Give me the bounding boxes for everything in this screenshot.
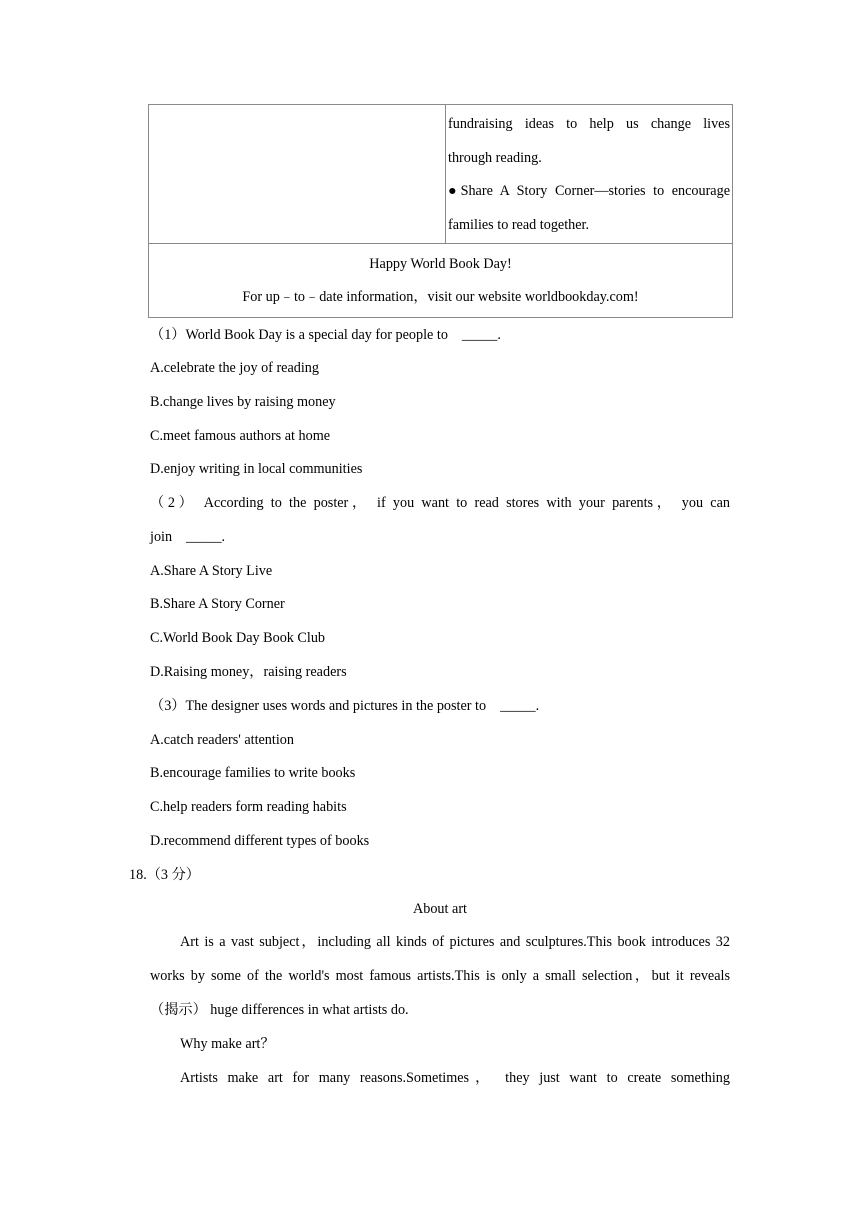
question-2-stem-line2 — [150, 527, 225, 547]
passage-title: About art — [413, 901, 467, 917]
passage-paragraph-1-line-1: Art is a vast subject，including all kinds of pictures and sculptures.This book introduces 32 — [180, 934, 730, 950]
passage-paragraph-2-line-1: Artists make art for many reasons.Sometimes， they just want to create something — [180, 1070, 730, 1086]
question-3-option-b: B.encourage families to write books — [150, 765, 356, 781]
poster-footer-info: For up﹣to﹣date information，visit our website worldbookday.com! — [242, 289, 639, 306]
question-3-option-a: A.catch readers' attention — [150, 732, 294, 748]
question-3-stem — [150, 696, 539, 716]
question-1-option-c: C.meet famous authors at home — [150, 428, 331, 444]
question-1-text: （1）World Book Day is a special day for people to — [150, 327, 448, 343]
question-18-number: 18.（3 分） — [129, 867, 200, 883]
question-2-option-b: B.Share A Story Corner — [150, 596, 285, 612]
passage-subheading: Why make art？ — [180, 1036, 275, 1052]
poster-footer-greeting: Happy World Book Day! — [369, 255, 512, 272]
poster-text-line: through reading. — [448, 149, 542, 166]
poster-text-line: ●Share A Story Corner—stories to encourage — [448, 183, 730, 200]
question-2-option-a: A.Share A Story Live — [150, 563, 273, 579]
question-1-option-b: B.change lives by raising money — [150, 394, 336, 410]
poster-right-cell — [446, 105, 733, 244]
poster-footer-cell — [149, 243, 733, 317]
question-3-option-c: C.help readers form reading habits — [150, 799, 347, 815]
passage-paragraph-1-line-2: works by some of the world's most famous artists.This is only a small selection，but it reveals — [150, 968, 730, 984]
poster-table — [148, 104, 733, 318]
question-1-option-a: A.celebrate the joy of reading — [150, 360, 319, 376]
question-3-option-d: D.recommend different types of books — [150, 833, 370, 849]
answer-blank: _____. — [461, 327, 501, 343]
question-2-text: join — [150, 529, 173, 545]
poster-text-line: families to read together. — [448, 217, 590, 234]
question-3-text: （3）The designer uses words and pictures in the poster to — [150, 698, 487, 714]
question-2-option-d: D.Raising money，raising readers — [150, 664, 347, 680]
poster-left-cell — [149, 105, 446, 244]
answer-blank: _____. — [500, 698, 540, 714]
question-1-option-d: D.enjoy writing in local communities — [150, 461, 363, 477]
passage-paragraph-1-line-3: （揭示） huge differences in what artists do. — [150, 1002, 409, 1018]
answer-blank: _____. — [186, 529, 226, 545]
question-1-stem — [150, 325, 501, 345]
poster-text-line: fundraising ideas to help us change lives — [448, 116, 730, 132]
question-2-option-c: C.World Book Day Book Club — [150, 630, 326, 646]
question-2-stem-line1: （2） According to the poster， if you want to read stores with your parents， you can — [150, 495, 730, 511]
